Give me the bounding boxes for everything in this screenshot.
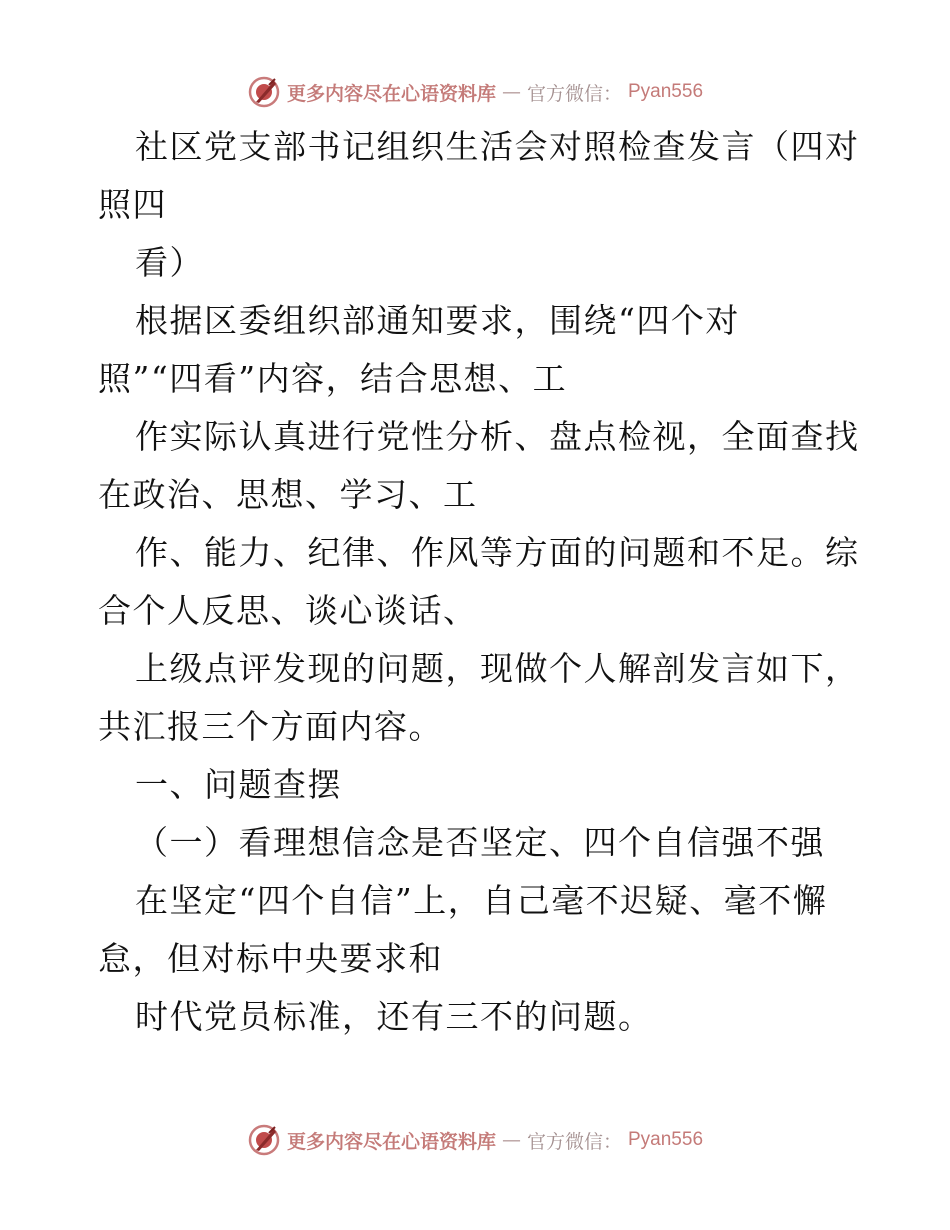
banner-dash: — bbox=[501, 1129, 521, 1151]
text-line: 一、问题查摆 bbox=[135, 765, 342, 804]
banner-wechat-id: Pyan556 bbox=[628, 1129, 704, 1150]
header-banner bbox=[0, 72, 950, 112]
banner-dash: — bbox=[501, 81, 521, 103]
text-line: 作、能力、纪律、作风等方面的问题和不足。综 bbox=[135, 533, 860, 572]
text-line: （一）看理想信念是否坚定、四个自信强不强 bbox=[135, 823, 825, 862]
banner-wechat-label: 官方微信： bbox=[526, 1130, 622, 1153]
text-line: 共汇报三个方面内容。 bbox=[98, 707, 443, 746]
banner-wechat-id: Pyan556 bbox=[628, 81, 704, 102]
text-line: 照”“四看”内容，结合思想、工 bbox=[98, 359, 568, 398]
text-line: 照四 bbox=[98, 185, 167, 224]
text-line: 时代党员标准，还有三不的问题。 bbox=[135, 997, 653, 1036]
banner-brand-text: 更多内容尽在心语资料库 bbox=[286, 82, 496, 105]
footer-banner bbox=[0, 1120, 950, 1160]
text-line: 怠，但对标中央要求和 bbox=[98, 939, 443, 978]
quill-logo-icon bbox=[247, 1123, 281, 1157]
text-line: 合个人反思、谈心谈话、 bbox=[98, 591, 478, 630]
text-line: 社区党支部书记组织生活会对照检查发言（四对 bbox=[135, 127, 860, 166]
text-line: 上级点评发现的问题，现做个人解剖发言如下， bbox=[135, 649, 860, 688]
text-line: 作实际认真进行党性分析、盘点检视，全面查找 bbox=[135, 417, 860, 456]
quill-logo-icon bbox=[247, 75, 281, 109]
text-line: 看） bbox=[135, 243, 204, 282]
banner-wechat-label: 官方微信： bbox=[526, 82, 622, 105]
text-line: 在坚定“四个自信”上，自己毫不迟疑、毫不懈 bbox=[135, 881, 828, 920]
text-line: 在政治、思想、学习、工 bbox=[98, 475, 478, 514]
text-line: 根据区委组织部通知要求，围绕“四个对 bbox=[135, 301, 740, 340]
document-body bbox=[98, 118, 858, 1046]
banner-brand-text: 更多内容尽在心语资料库 bbox=[286, 1130, 496, 1153]
